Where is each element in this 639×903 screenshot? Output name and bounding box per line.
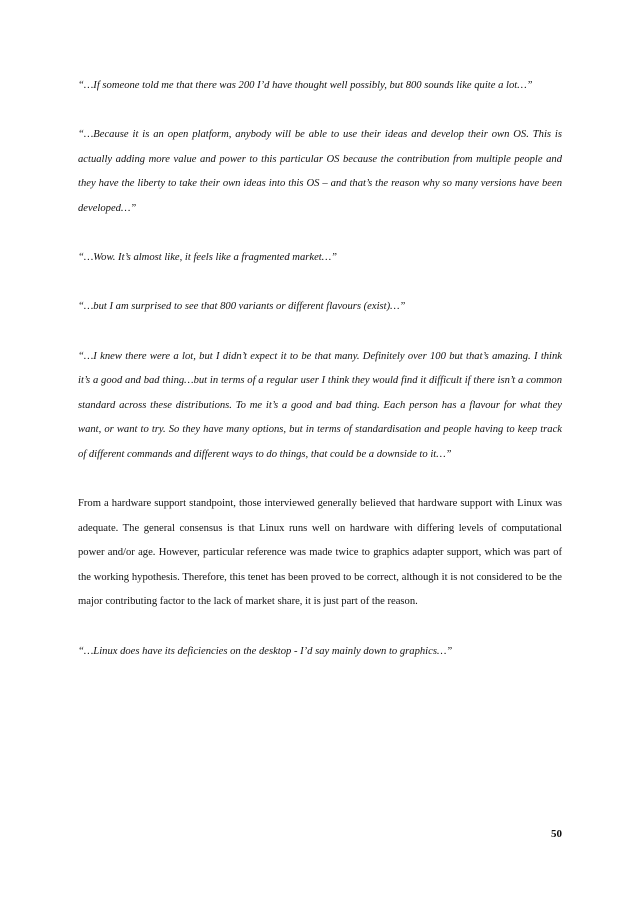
interview-quote-3: “…Wow. It’s almost like, it feels like a fragmented market…” bbox=[78, 252, 338, 264]
paragraph-gap bbox=[78, 320, 562, 345]
interview-quote-6: “…Linux does have its deficiencies on the desktop - I’d say mainly down to graphics…” bbox=[78, 645, 453, 657]
paragraph-gap bbox=[78, 99, 562, 124]
interview-quote-2: “…Because it is an open platform, anybody will be able to use their ideas and develop their own OS. This is actually adding more value and power to this particular OS because the contribution from multiple people and they have the liberty to take their own ideas into this OS – and that’s the reason why so many versions have been developed…” bbox=[78, 129, 562, 214]
interview-quote-5: “…I knew there were a lot, but I didn’t expect it to be that many. Definitely over 100 but that’s amazing. I think it’s a good and bad thing…but in terms of a regular user I think they would find it difficult if there isn’t a common standard across these distributions. To me it’s a good and bad thing. Each person has a flavour for what they want, or want to try. So they have many options, but in terms of standardisation and people having to keep track of different commands and different ways to do things, that could be a downside to it…” bbox=[78, 350, 562, 460]
paragraph-gap bbox=[78, 271, 562, 296]
interview-quote-4: “…but I am surprised to see that 800 variants or different flavours (exist)…” bbox=[78, 301, 406, 313]
page-number: 50 bbox=[551, 828, 562, 840]
interview-quote-1: “…If someone told me that there was 200 I’d have thought well possibly, but 800 sounds like quite a lot…” bbox=[78, 80, 533, 91]
document-page bbox=[78, 74, 562, 664]
paragraph-gap bbox=[78, 615, 562, 640]
paragraph-gap bbox=[78, 468, 562, 493]
body-paragraph-hardware: From a hardware support standpoint, those interviewed generally believed that hardware support with Linux was adequate. The general consensus is that Linux runs well on hardware with differing levels of computational power and/or age. However, particular reference was made twice to graphics adapter support, which was part of the working hypothesis. Therefore, this tenet has been proved to be correct, although it is not considered to be the major contributing factor to the lack of market share, it is just part of the reason. bbox=[78, 498, 562, 608]
paragraph-gap bbox=[78, 222, 562, 247]
